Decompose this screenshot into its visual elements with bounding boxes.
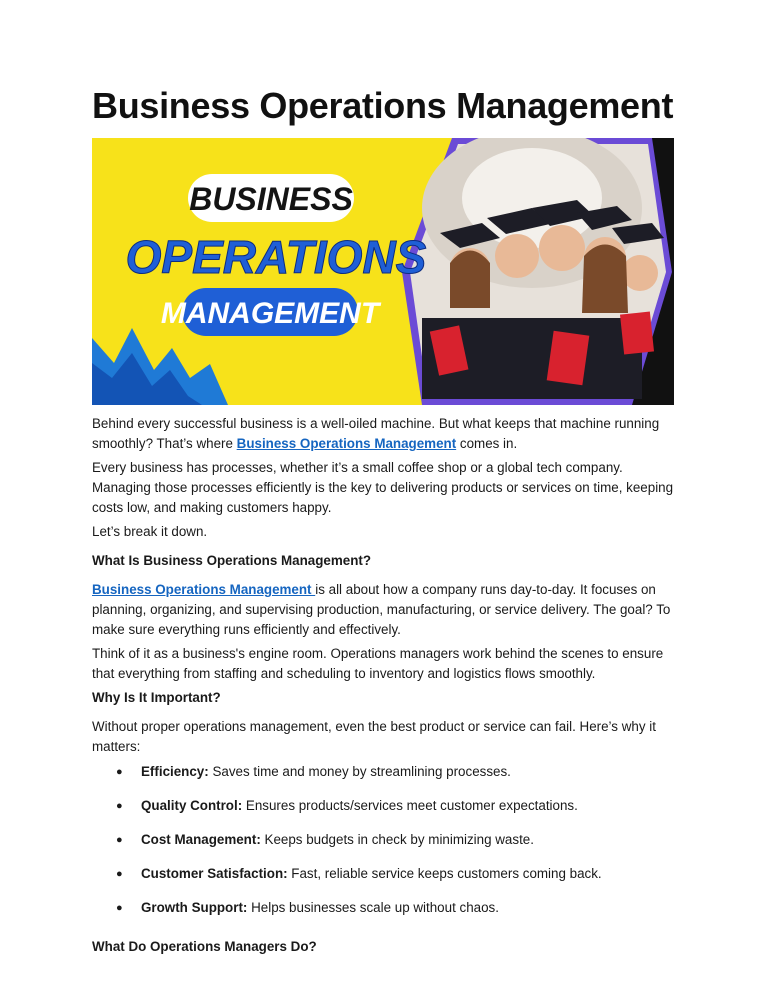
list-item: [92, 796, 692, 830]
heading-why-important: Why Is It Important?: [92, 690, 221, 705]
hero-line2: OPERATIONS: [125, 231, 427, 283]
intro-text-after: comes in.: [456, 436, 518, 451]
bullet-icon: ●: [116, 834, 123, 846]
paragraph-break-down: Let’s break it down.: [92, 524, 208, 539]
hero-illustration: [92, 138, 674, 405]
list-item-term: Efficiency:: [141, 764, 209, 779]
list-item: [92, 864, 692, 898]
paragraph-definition: [92, 580, 684, 640]
benefits-list: [92, 762, 692, 932]
list-item-term: Customer Satisfaction:: [141, 866, 288, 881]
page-title: Business Operations Management: [92, 85, 674, 126]
list-item-term: Growth Support:: [141, 900, 248, 915]
hero-line1: BUSINESS: [189, 181, 353, 217]
list-item-desc: Keeps budgets in check by minimizing waste.: [260, 832, 534, 847]
bullet-icon: ●: [116, 902, 123, 914]
intro-text: Behind every successful business is a well-oiled machine. But what keeps that machine running smoothly? That’s where: [92, 416, 660, 451]
paragraph-processes: Every business has processes, whether it’s a small coffee shop or a global tech company. Managing those processes efficiently is the key to delivering products or services on time, keeping costs low, and making customers happy.: [92, 460, 674, 515]
intro-link[interactable]: Business Operations Management: [236, 436, 457, 451]
list-item-desc: Saves time and money by streamlining processes.: [208, 764, 511, 779]
list-item: [92, 898, 692, 932]
bullet-icon: ●: [116, 868, 123, 880]
intro-paragraph: [92, 414, 684, 454]
list-item: [92, 762, 692, 796]
list-item-desc: Fast, reliable service keeps customers coming back.: [287, 866, 602, 881]
paragraph-engine-room: Think of it as a business's engine room. Operations managers work behind the scenes to ensure that everything from staffing and scheduling to inventory and logistics flows smoothly.: [92, 646, 664, 681]
hero-line3: MANAGEMENT: [160, 297, 380, 330]
definition-text: is all about how a company runs day-to-day. It focuses on planning, organizing, and supervising production, manufacturing, or service delivery. The goal? To make sure everything runs efficiently and effectively.: [92, 582, 671, 637]
list-item-desc: Helps businesses scale up without chaos.: [247, 900, 499, 915]
bullet-icon: ●: [116, 800, 123, 812]
list-item-desc: Ensures products/services meet customer expectations.: [242, 798, 578, 813]
hero-image: [92, 138, 674, 405]
bullet-icon: ●: [116, 766, 123, 778]
paragraph-why: Without proper operations management, even the best product or service can fail. Here’s why it matters:: [92, 719, 656, 754]
heading-what-do-managers-do: What Do Operations Managers Do?: [92, 939, 317, 954]
list-item-term: Quality Control:: [141, 798, 243, 813]
heading-what-is: What Is Business Operations Management?: [92, 553, 372, 568]
list-item-term: Cost Management:: [141, 832, 261, 847]
definition-link[interactable]: Business Operations Management: [92, 582, 316, 597]
list-item: [92, 830, 692, 864]
